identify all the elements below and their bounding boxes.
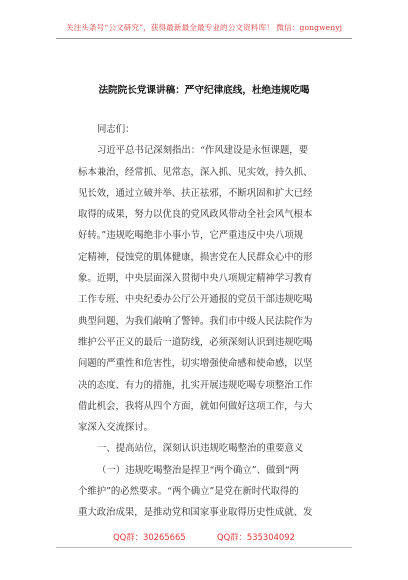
document-title: 法院院长党课讲稿：严守纪律底线，杜绝违规吃喝 [98, 85, 310, 96]
qq-group-1: QQ群：30265665 [113, 532, 186, 542]
body-line: 典型问题，为我们敲响了警钟。我们市中级人民法院作为 [78, 315, 313, 327]
section-heading: 一、提高站位，深刻认识违规吃喝整治的重要意义 [97, 443, 304, 455]
body-line: 问题的严重性和危害性，切实增强使命感和使命感，以坚 [78, 358, 313, 370]
body-line: 见长效，通过立破并举、扶正祛邪，不断巩固和扩大已经 [78, 187, 313, 199]
body-line: 取得的成果，努力以优良的党风政风带动全社会风气根本 [78, 209, 313, 221]
body-line: 决的态度、有力的措施，扎实开展违规吃喝专项整治工作 [78, 379, 313, 391]
top-banner: 关注头条号“公文研究”，获得最新最全最专业的公文资料库！ 微信：gongwenyj [65, 23, 343, 32]
body-line: 家深入交流探讨。 [78, 422, 154, 434]
subsection-heading: （一）违规吃喝整治是捍卫“两个确立”、做到“两 [97, 464, 299, 476]
bottom-divider [56, 547, 352, 548]
footer-contacts [0, 531, 408, 545]
body-line: 工作专班、中央纪委办公厅公开通报的党员干部违规吃喝 [78, 294, 313, 306]
body-line: 象。近期，中央层面深入贯彻中央八项规定精神学习教育 [78, 273, 313, 285]
qq-group-2: QQ群：535304092 [217, 532, 295, 542]
body-line: 借此机会，我将从四个方面，就如何做好这项工作，与大 [78, 400, 313, 412]
body-line: 标本兼治，经常抓、见常态，深入抓、见实效，持久抓、 [78, 166, 313, 178]
body-line: 维护公平正义的最后一道防线，必须深刻认识到违规吃喝 [78, 336, 313, 348]
body-line: 习近平总书记深刻指出：“作风建设是永恒课题，要 [97, 145, 309, 157]
body-line: 重大政治成果，是推动党和国家事业取得历史性成就、发 [78, 507, 313, 519]
top-divider [56, 38, 352, 39]
body-line: 好转。”违规吃喝绝非小事小节，它严重违反中央八项规 [78, 230, 304, 242]
body-line: 个维护”的必然要求。“两个确立”是党在新时代取得的 [78, 486, 299, 498]
body-line: 定精神，侵蚀党的肌体健康，损害党在人民群众心中的形 [78, 251, 313, 263]
salutation-line: 同志们： [97, 124, 135, 135]
document-body [78, 119, 330, 524]
